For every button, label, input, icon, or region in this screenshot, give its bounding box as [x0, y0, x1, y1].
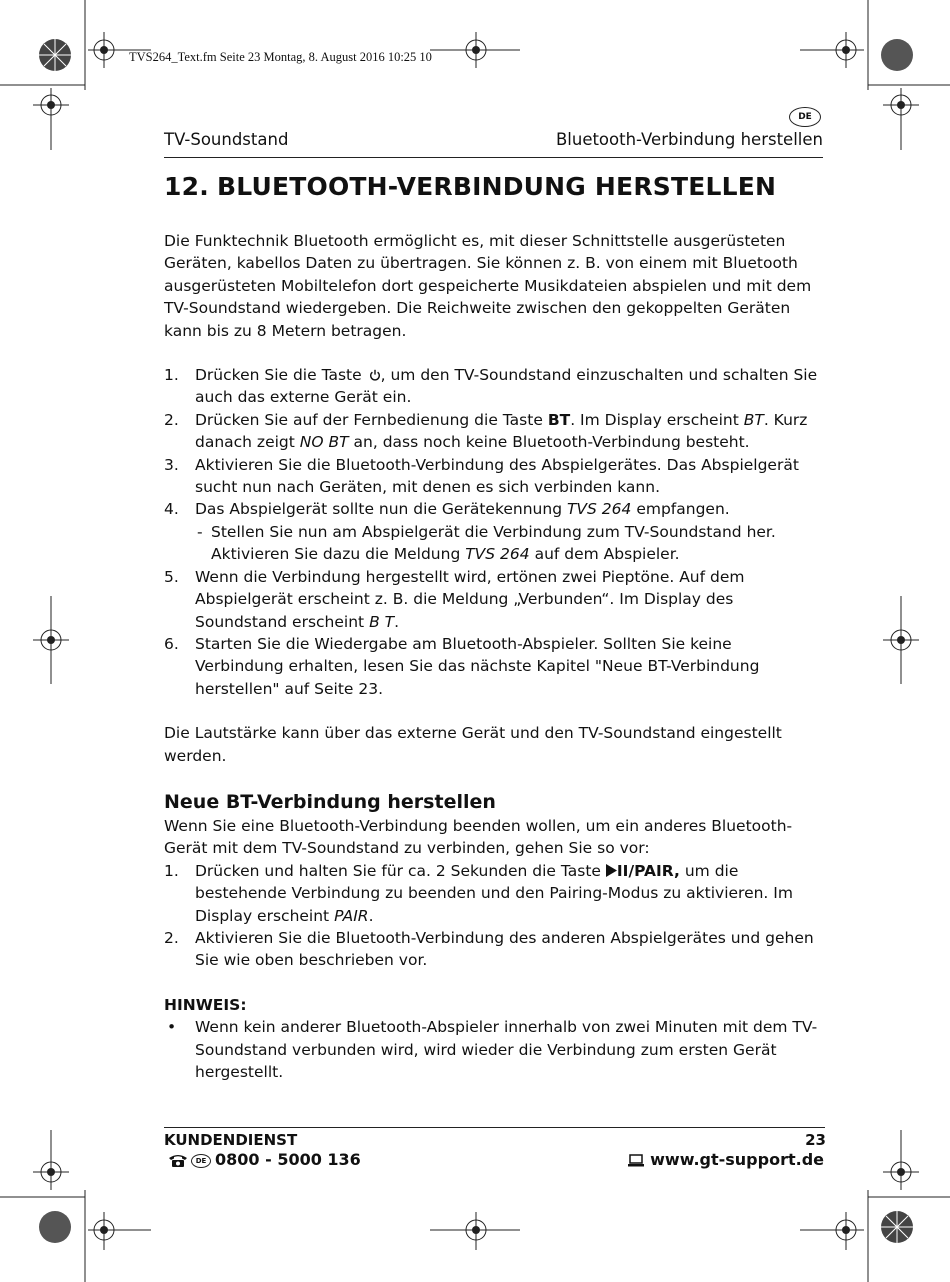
telephone-icon — [168, 1154, 188, 1168]
hint-item: • Wenn kein anderer Bluetooth-Abspieler innerhalb von zwei Minuten mit dem TV-Soundstand verbunden wird, wird wieder die Verbindung zum ersten Gerät hergestellt. — [167, 1018, 818, 1081]
key-bt: BT — [547, 410, 571, 429]
support-website — [628, 1150, 824, 1169]
hint-title: HINWEIS: — [164, 995, 247, 1014]
header-divider — [164, 157, 823, 158]
hotline-number: 0800 - 5000 136 — [215, 1150, 361, 1169]
display-text: PAIR — [334, 906, 369, 925]
footer-divider — [164, 1127, 825, 1128]
display-text: B T — [369, 612, 395, 631]
page-body — [164, 230, 824, 1083]
list-item: 5. Wenn die Verbindung hergestellt wird, ertönen zwei Pieptöne. Auf dem Abspielgerät erscheint z. B. die Meldung „Verbunden“. Im Display des Soundstand erscheint B T. — [164, 567, 745, 631]
display-text: TVS 264 — [566, 500, 632, 519]
power-icon — [369, 369, 381, 381]
chapter-heading — [164, 172, 776, 201]
chapter-number: 12. — [164, 172, 209, 201]
pairing-steps — [164, 860, 824, 972]
list-item: 3. Aktivieren Sie die Bluetooth-Verbindung des Abspielgerätes. Das Abspielgerät sucht nun nach Geräten, mit denen es sich verbinden kann. — [164, 455, 799, 497]
language-badge: DE — [789, 107, 821, 127]
page-number: 23 — [805, 1131, 826, 1149]
list-item: 2. Drücken Sie auf der Fernbedienung die Taste BT. Im Display erscheint BT. Kurz danach zeigt NO BT an, dass noch keine Bluetooth-Verbindung besteht. — [164, 410, 808, 452]
computer-icon — [628, 1154, 644, 1167]
list-item: 6. Starten Sie die Wiedergabe am Bluetooth-Abspieler. Sollten Sie keine Verbindung erhalten, lesen Sie das nächste Kapitel "Neue BT-Verbindung herstellen" auf Seite 23. — [164, 634, 760, 698]
section-heading: Neue BT-Verbindung herstellen — [164, 790, 496, 813]
hotline — [168, 1150, 361, 1169]
display-text: BT — [743, 410, 764, 429]
running-header-left: TV-Soundstand — [164, 130, 289, 149]
print-metadata: TVS264_Text.fm Seite 23 Montag, 8. August 2016 10:25 10 — [129, 50, 432, 64]
support-url[interactable]: www.gt-support.de — [650, 1150, 824, 1169]
intro-paragraph: Die Funktechnik Bluetooth ermöglicht es, mit dieser Schnittstelle ausgerüsteten Geräten, kabellos Daten zu übertragen. Sie können z. B. von einem mit Bluetooth ausgerüsteten Mobiltelefon dort gespeicherte Musikdateien abspielen und mit dem TV-Soundstand wiedergeben. Die Reichweite zwischen den gekoppelten Geräten kann bis zu 8 Metern betragen. — [164, 232, 812, 340]
display-text: NO BT — [299, 433, 349, 452]
display-text: TVS 264 — [465, 545, 530, 564]
setup-steps — [164, 364, 824, 700]
key-play-pause-pair: II/PAIR, — [606, 862, 680, 880]
sub-step: - Stellen Sie nun am Abspielgerät die Verbindung zum TV-Soundstand her. Aktivieren Sie dazu die Meldung TVS 264 auf dem Abspieler. — [197, 522, 776, 564]
list-item: 1. Drücken Sie die Taste , um den TV-Soundstand einzuschalten und schalten Sie auch das externe Gerät ein. — [164, 366, 818, 407]
list-item: 4. Das Abspielgerät sollte nun die Gerätekennung TVS 264 empfangen. - Stellen Sie nun am Abspielgerät die Verbindung zum TV-Soundstand her. Aktivieren Sie dazu die Meldung TVS 264 auf dem Abspieler. — [164, 498, 824, 565]
section-intro: Wenn Sie eine Bluetooth-Verbindung beenden wollen, um ein anderes Bluetooth-Gerät mit dem TV-Soundstand zu verbinden, gehen Sie so vor: — [164, 816, 793, 858]
customer-service-label: KUNDENDIENST — [164, 1131, 298, 1149]
running-header-right: Bluetooth-Verbindung herstellen — [555, 130, 823, 149]
country-badge: DE — [191, 1154, 211, 1168]
list-item: 1. Drücken und halten Sie für ca. 2 Sekunden die Taste II/PAIR, um die bestehende Verbindung zu beenden und den Pairing-Modus zu aktivieren. Im Display erscheint PAIR. — [164, 861, 793, 925]
chapter-title: BLUETOOTH-VERBINDUNG HERSTELLEN — [217, 172, 777, 201]
play-triangle-icon — [606, 864, 617, 877]
volume-note: Die Lautstärke kann über das externe Gerät und den TV-Soundstand eingestellt werden. — [164, 724, 782, 765]
list-item: 2. Aktivieren Sie die Bluetooth-Verbindung des anderen Abspielgerätes und gehen Sie wie oben beschrieben vor. — [164, 928, 814, 970]
